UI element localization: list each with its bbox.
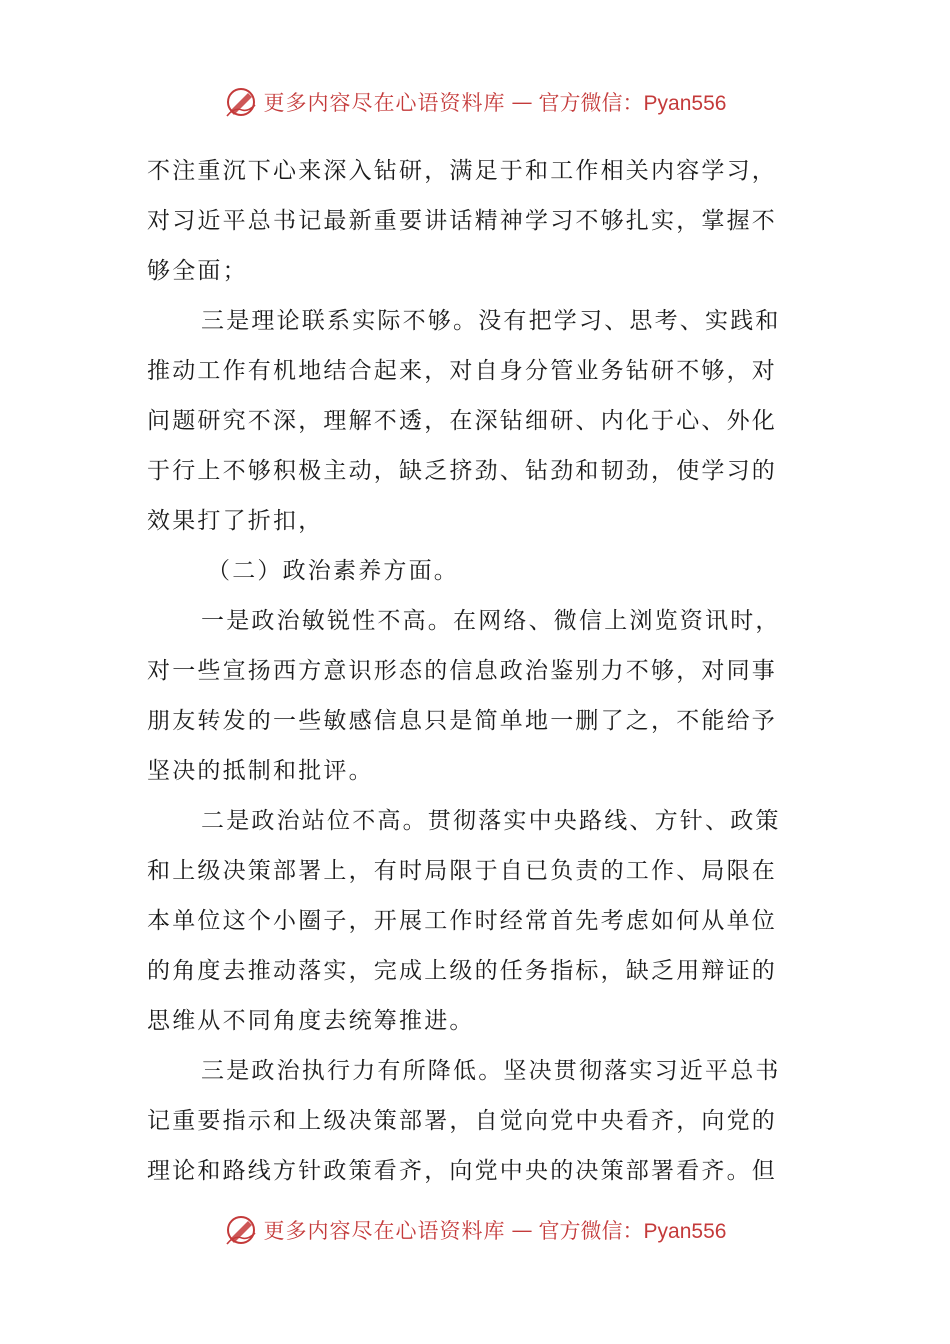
text-line: 的角度去推动落实，完成上级的任务指标，缺乏用辩证的 [147,958,777,984]
text-line: 朋友转发的一些敏感信息只是简单地一删了之，不能给予 [147,708,777,734]
text-line: 不注重沉下心来深入钻研，满足于和工作相关内容学习， [147,158,777,184]
text-line: 记重要指示和上级决策部署，自觉向党中央看齐，向党的 [147,1108,777,1134]
text-line: 对习近平总书记最新重要讲话精神学习不够扎实，掌握不 [147,208,777,234]
paragraph-start-line: 三是理论联系实际不够。没有把学习、思考、实践和 [201,308,781,334]
watermark-site-text: 更多内容尽在心语资料库 [263,91,506,115]
watermark-separator: — [511,1218,533,1242]
text-line: 效果打了折扣， [147,508,324,534]
text-line: 坚决的抵制和批评。 [147,758,374,784]
paragraph-start-line: 二是政治站位不高。贯彻落实中央路线、方针、政策 [201,808,781,834]
header-watermark [0,82,950,122]
section-heading: （二）政治素养方面。 [207,558,459,584]
text-line: 于行上不够积极主动，缺乏挤劲、钻劲和韧劲，使学习的 [147,458,777,484]
text-line: 够全面； [147,258,248,284]
paragraph-start-line: 三是政治执行力有所降低。坚决贯彻落实习近平总书 [201,1058,781,1084]
text-line: 本单位这个小圈子，开展工作时经常首先考虑如何从单位 [147,908,777,934]
text-line: 和上级决策部署上，有时局限于自已负责的工作、局限在 [147,858,777,884]
paragraph-start-line: 一是政治敏锐性不高。在网络、微信上浏览资讯时， [201,608,781,634]
watermark-separator: — [511,90,533,114]
text-line: 理论和路线方针政策看齐，向党中央的决策部署看齐。但 [147,1158,777,1184]
text-line: 推动工作有机地结合起来，对自身分管业务钻研不够，对 [147,358,777,384]
pen-signature-logo-icon [224,1213,258,1247]
pen-signature-logo-icon [224,85,258,119]
text-line: 对一些宣扬西方意识形态的信息政治鉴别力不够，对同事 [147,658,777,684]
footer-watermark [0,1210,950,1250]
watermark-site-text: 更多内容尽在心语资料库 [263,1219,506,1243]
document-body [147,146,807,1196]
watermark-contact: 官方微信：Pyan556 [538,1220,727,1243]
text-line: 问题研究不深，理解不透，在深钻细研、内化于心、外化 [147,408,777,434]
text-line: 思维从不同角度去统筹推进。 [147,1008,475,1034]
watermark-contact: 官方微信：Pyan556 [538,92,727,115]
